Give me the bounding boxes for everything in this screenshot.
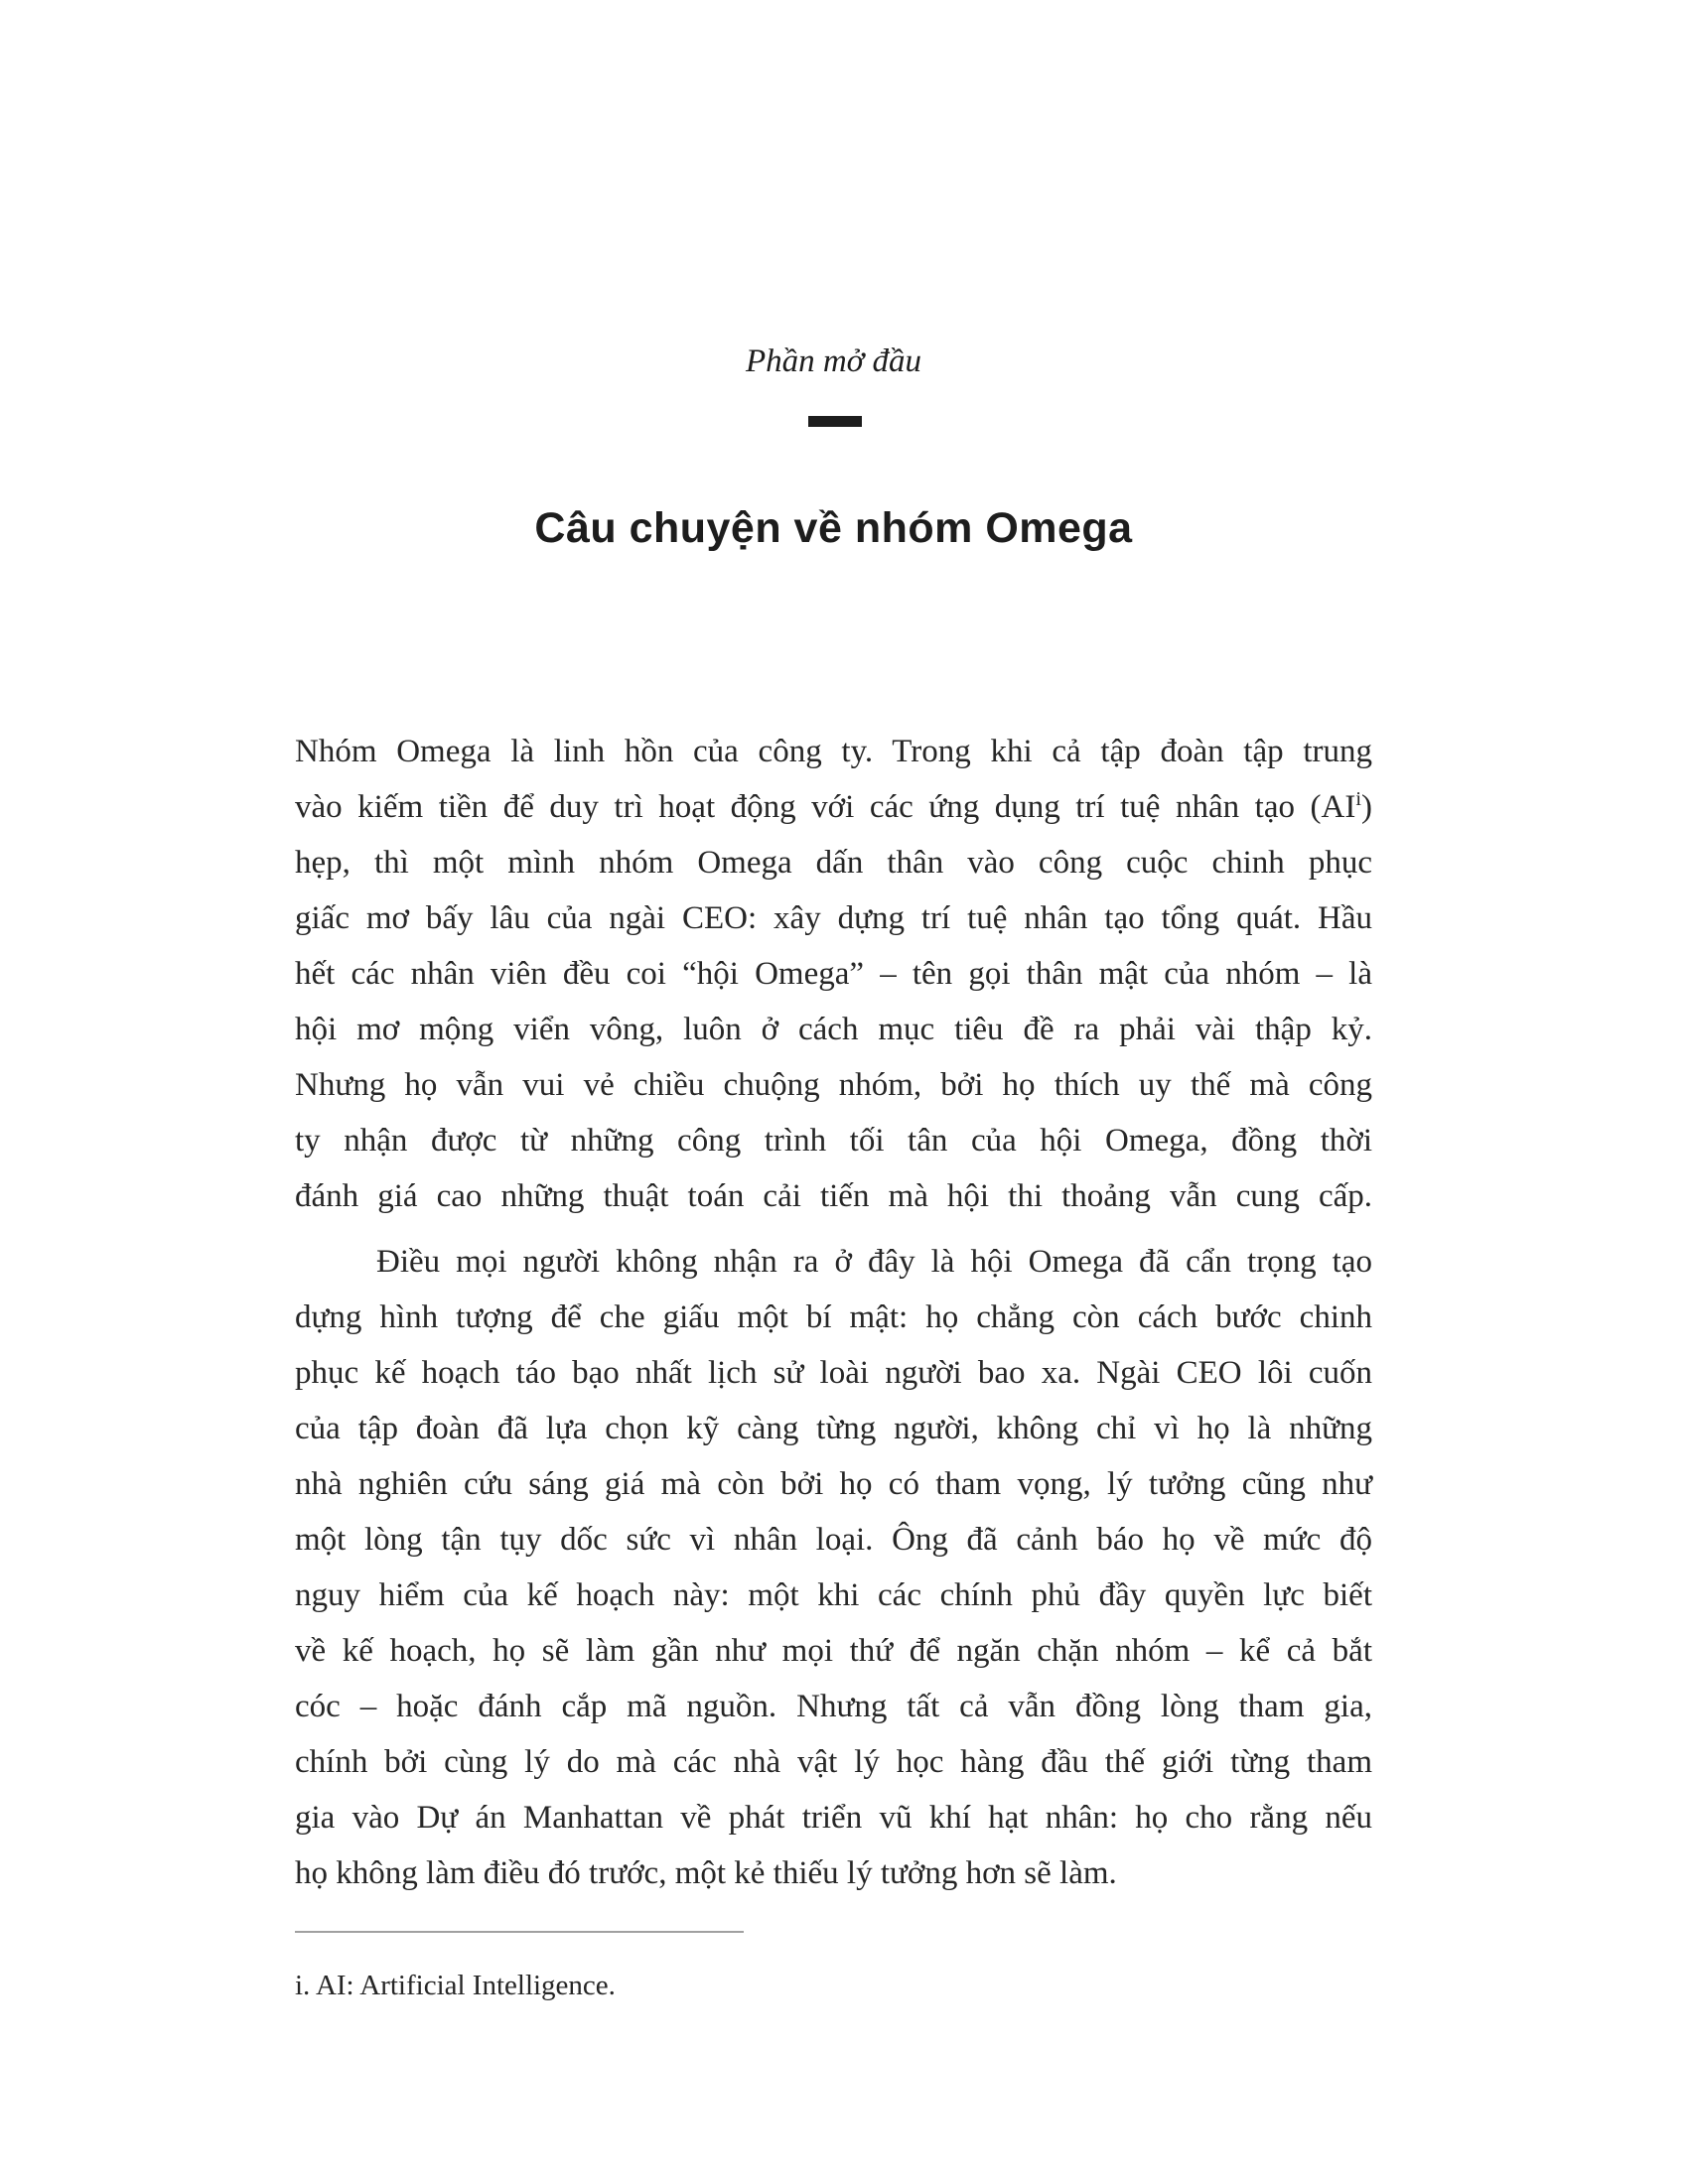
- body-line: họ không làm điều đó trước, một kẻ thiếu lý tưởng hơn sẽ làm.: [295, 1855, 1117, 1891]
- body-line-text: vào kiếm tiền để duy trì hoạt động với các ứng dụng trí tuệ nhân tạo (AI: [295, 789, 1356, 825]
- body-line: hết các nhân viên đều coi “hội Omega” – tên gọi thân mật của nhóm – là: [295, 956, 1372, 992]
- body-line: về kế hoạch, họ sẽ làm gần như mọi thứ để ngăn chặn nhóm – kể cả bắt: [295, 1633, 1372, 1669]
- paragraph-2: [295, 1234, 1372, 1901]
- body-line: hẹp, thì một mình nhóm Omega dấn thân vào công cuộc chinh phục: [295, 845, 1372, 881]
- paragraph-1: [295, 724, 1372, 1224]
- body-line: gia vào Dự án Manhattan về phát triển vũ khí hạt nhân: họ cho rằng nếu: [295, 1800, 1372, 1836]
- body-line: của tập đoàn đã lựa chọn kỹ càng từng người, không chỉ vì họ là những: [295, 1411, 1372, 1446]
- body-line: Điều mọi người không nhận ra ở đây là hội Omega đã cẩn trọng tạo: [376, 1244, 1372, 1280]
- body-line: cóc – hoặc đánh cắp mã nguồn. Nhưng tất cả vẫn đồng lòng tham gia,: [295, 1689, 1372, 1724]
- section-label: Phần mở đầu: [745, 343, 922, 379]
- body-line: Nhưng họ vẫn vui vẻ chiều chuộng nhóm, bởi họ thích uy thế mà công: [295, 1067, 1372, 1103]
- body-line: dựng hình tượng để che giấu một bí mật: họ chẳng còn cách bước chinh: [295, 1299, 1372, 1335]
- footnote-ref-superscript: i: [1355, 788, 1361, 810]
- body-line: Nhóm Omega là linh hồn của công ty. Trong khi cả tập đoàn tập trung: [295, 734, 1372, 769]
- body-line: [295, 779, 1372, 835]
- body-line-text: ): [1361, 789, 1372, 825]
- body-line: chính bởi cùng lý do mà các nhà vật lý học hàng đầu thế giới từng tham: [295, 1744, 1372, 1780]
- body-line: nhà nghiên cứu sáng giá mà còn bởi họ có tham vọng, lý tưởng cũng như: [295, 1466, 1372, 1502]
- footnote-text: i. AI: Artificial Intelligence.: [295, 1970, 616, 2001]
- body-text: [295, 724, 1372, 1901]
- chapter-title: Câu chuyện về nhóm Omega: [534, 503, 1133, 552]
- body-line: giấc mơ bấy lâu của ngài CEO: xây dựng trí tuệ nhân tạo tổng quát. Hầu: [295, 900, 1372, 936]
- section-divider-dash: [808, 416, 862, 427]
- body-line: nguy hiểm của kế hoạch này: một khi các chính phủ đầy quyền lực biết: [295, 1577, 1372, 1613]
- footnote-separator-rule: [295, 1931, 744, 1933]
- body-line: hội mơ mộng viển vông, luôn ở cách mục tiêu đề ra phải vài thập kỷ.: [295, 1012, 1372, 1047]
- body-line: một lòng tận tụy dốc sức vì nhân loại. Ông đã cảnh báo họ về mức độ: [295, 1522, 1372, 1558]
- body-line: ty nhận được từ những công trình tối tân của hội Omega, đồng thời: [295, 1123, 1372, 1159]
- body-line: đánh giá cao những thuật toán cải tiến mà hội thi thoảng vẫn cung cấp.: [295, 1178, 1372, 1214]
- body-line: phục kế hoạch táo bạo nhất lịch sử loài người bao xa. Ngài CEO lôi cuốn: [295, 1355, 1372, 1391]
